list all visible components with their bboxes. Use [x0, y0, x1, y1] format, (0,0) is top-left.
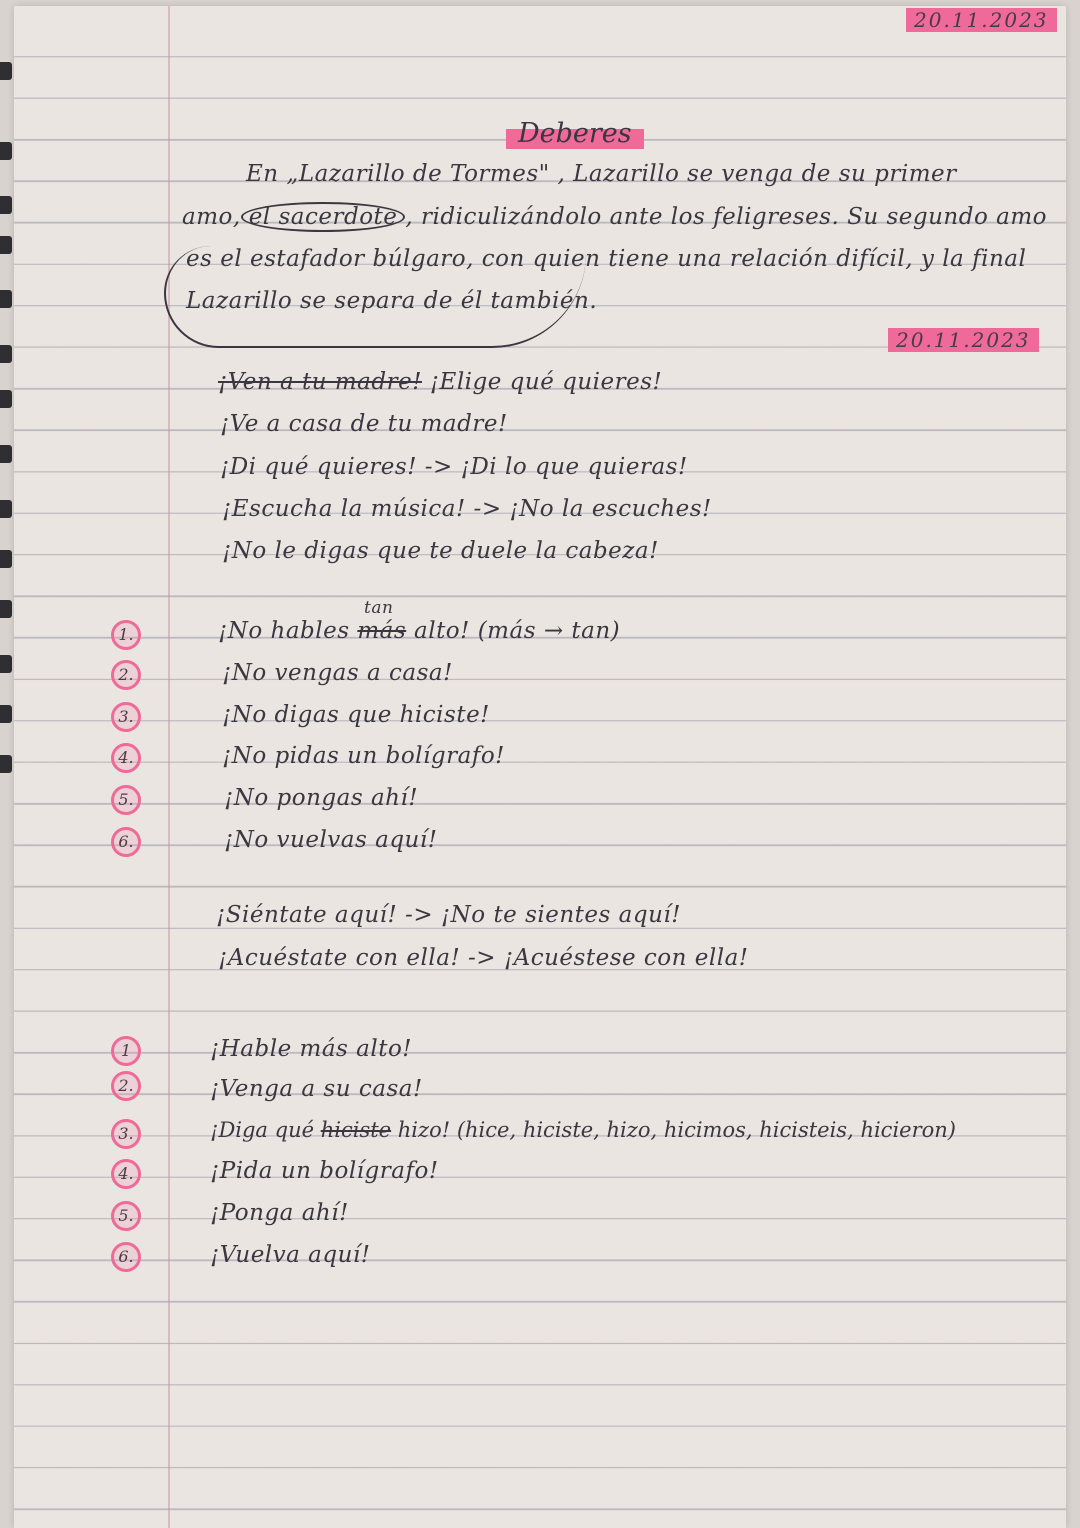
- item-text: ¡No hables: [218, 618, 350, 644]
- item-number-badge: 2.: [111, 1071, 141, 1101]
- item-number-badge: 4.: [111, 743, 141, 773]
- block3-line-1: ¡Siéntate aquí! -> ¡No te sientes aquí!: [216, 902, 682, 928]
- item-number-badge: 3.: [111, 702, 141, 732]
- block1-line-3: ¡Di qué quieres! -> ¡Di lo que quieras!: [220, 454, 688, 480]
- item-text-post: alto! (más → tan): [414, 618, 621, 644]
- binding-ring: [0, 500, 12, 518]
- block1-line-2: ¡Ve a casa de tu madre!: [220, 411, 508, 437]
- binding-ring: [0, 755, 12, 773]
- circled-phrase: el sacerdote: [241, 202, 406, 232]
- item-number-badge: 1.: [111, 620, 141, 650]
- struck-text: más: [357, 618, 407, 644]
- binding-ring: [0, 345, 12, 363]
- struck-text: ¡Ven a tu madre!: [218, 369, 422, 395]
- block1-line-5: ¡No le digas que te duele la cabeza!: [222, 538, 659, 564]
- block1-line-1-rest: ¡Elige qué quieres!: [429, 369, 663, 395]
- binding-ring: [0, 142, 12, 160]
- paragraph-line-2-post: , ridiculizándolo ante los feligreses. Su segundo amo: [405, 204, 1047, 230]
- binding-ring: [0, 550, 12, 568]
- block2-item: ¡No vengas a casa!: [222, 660, 453, 686]
- item-number-badge: 6.: [111, 1242, 141, 1272]
- block2-item: ¡No pidas un bolígrafo!: [222, 743, 505, 769]
- block2-item: [218, 618, 620, 644]
- item-text: ¡Diga qué: [210, 1118, 315, 1142]
- block1-line-1: [218, 369, 662, 395]
- page-title: Deberes: [506, 118, 644, 149]
- item-number-badge: 1: [111, 1036, 141, 1066]
- paragraph-line-2: [182, 204, 1047, 230]
- binding-ring: [0, 600, 12, 618]
- paragraph-line-1: En „Lazarillo de Tormes" , Lazarillo se venga de su primer: [246, 161, 957, 187]
- item-number-badge: 5.: [111, 1201, 141, 1231]
- date-top: 20.11.2023: [906, 8, 1057, 32]
- notebook-page: [14, 6, 1066, 1528]
- block2-item: ¡No pongas ahí!: [224, 785, 419, 811]
- item-number-badge: 5.: [111, 785, 141, 815]
- block4-item: [210, 1118, 956, 1142]
- item-number-badge: 4.: [111, 1159, 141, 1189]
- item-number-badge: 6.: [111, 827, 141, 857]
- binding-ring: [0, 196, 12, 214]
- binding-ring: [0, 62, 12, 80]
- item-number-badge: 3.: [111, 1119, 141, 1149]
- binding-ring: [0, 655, 12, 673]
- block4-item: ¡Vuelva aquí!: [210, 1242, 371, 1268]
- paragraph-line-2-pre: amo,: [182, 204, 241, 230]
- struck-text: hiciste: [320, 1118, 392, 1142]
- block2-item: ¡No digas que hiciste!: [222, 702, 490, 728]
- block2-item: ¡No vuelvas aquí!: [224, 827, 438, 853]
- block4-item: ¡Ponga ahí!: [210, 1200, 349, 1226]
- block4-item: ¡Venga a su casa!: [210, 1076, 423, 1102]
- inserted-word: tan: [364, 598, 394, 618]
- item-text-post: hizo! (hice, hiciste, hizo, hicimos, hicisteis, hicieron): [397, 1118, 956, 1142]
- paragraph-line-3: es el estafador búlgaro, con quien tiene una relación difícil, y la final: [186, 246, 1027, 272]
- binding-ring: [0, 290, 12, 308]
- item-number-badge: 2.: [111, 660, 141, 690]
- binding-ring: [0, 445, 12, 463]
- binding-ring: [0, 705, 12, 723]
- notebook-binding: [0, 40, 14, 1040]
- paragraph-line-4: Lazarillo se separa de él también.: [186, 288, 598, 314]
- date-second: 20.11.2023: [888, 328, 1039, 352]
- block3-line-2: ¡Acuéstate con ella! -> ¡Acuéstese con ella!: [218, 945, 749, 971]
- binding-ring: [0, 390, 12, 408]
- block4-item: ¡Pida un bolígrafo!: [210, 1158, 439, 1184]
- block1-line-4: ¡Escucha la música! -> ¡No la escuches!: [222, 496, 712, 522]
- block4-item: ¡Hable más alto!: [210, 1036, 413, 1062]
- binding-ring: [0, 236, 12, 254]
